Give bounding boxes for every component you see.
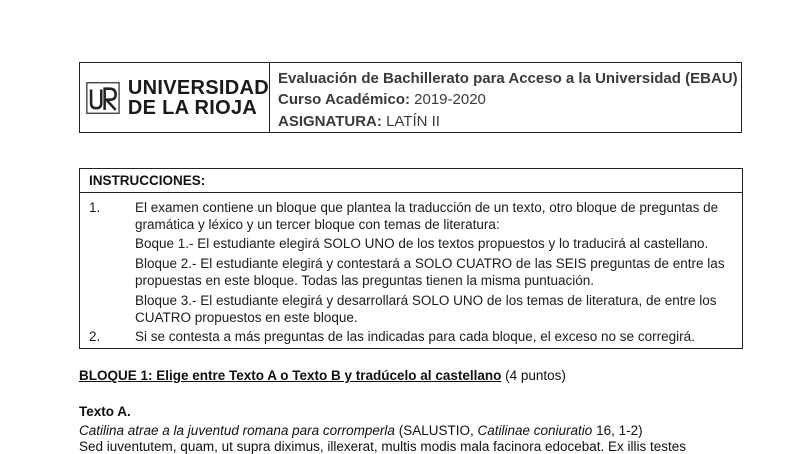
instructions-box xyxy=(79,168,743,349)
university-name-line1: UNIVERSIDAD xyxy=(127,76,269,99)
texto-a-theme: Catilina atrae a la juventud romana para corromperla xyxy=(79,423,395,438)
bloque2-instruction: Bloque 2.- El estudiante elegirá y contestará a SOLO CUATRO de las SEIS preguntas de entre las propuestas en este bloque. Todas las preguntas tienen la misma puntuación. xyxy=(135,256,725,288)
university-seal-icon xyxy=(86,78,120,118)
subject-label: ASIGNATURA: xyxy=(278,113,382,130)
item1-number: 1. xyxy=(89,200,101,215)
bloque1-instruction: Boque 1.- El estudiante elegirá SOLO UNO de los textos propuestos y lo traducirá al castellano. xyxy=(135,236,709,251)
bloque3-instruction: Bloque 3.- El estudiante elegirá y desarrollará SOLO UNO de los temas de literatura, de entre los CUATRO propuestos en este bloque. xyxy=(135,293,717,325)
bloque1-points: (4 puntos) xyxy=(505,368,566,383)
course-year xyxy=(278,89,738,111)
source-open: ( xyxy=(398,423,404,438)
university-logo xyxy=(80,63,270,132)
university-name-line2: DE LA RIOJA xyxy=(127,96,258,119)
course-label: Curso Académico: xyxy=(278,91,410,108)
latin-text: Sed iuventutem, quam, ut supra diximus, illexerat, multis modis mala facinora edocebat. Ex illis testes xyxy=(79,439,687,454)
instructions-heading: INSTRUCCIONES: xyxy=(80,169,742,193)
source-author: SALUSTIO, xyxy=(403,423,474,438)
item2-number: 2. xyxy=(89,329,101,344)
item1-intro: El examen contiene un bloque que plantea la traducción de un texto, otro bloque de preguntas de gramática y léxico y un tercer bloque con temas de literatura: xyxy=(135,200,719,232)
exam-title: Evaluación de Bachillerato para Acceso a la Universidad (EBAU) xyxy=(278,70,738,87)
source-ref: 16, 1-2) xyxy=(596,423,643,438)
course-value: 2019-2020 xyxy=(414,91,486,108)
texto-a-label: Texto A. xyxy=(79,404,131,419)
subject-value: LATÍN II xyxy=(386,113,440,130)
exam-header xyxy=(79,62,742,133)
item2-text: Si se contesta a más preguntas de las indicadas para cada bloque, el exceso no se corregirá. xyxy=(135,329,695,344)
source-work: Catilinae coniuratio xyxy=(477,423,593,438)
bloque1-heading xyxy=(79,368,566,383)
texto-a-subtitle xyxy=(79,423,643,438)
subject xyxy=(278,111,738,133)
bloque1-title: BLOQUE 1: Elige entre Texto A o Texto B y tradúcelo al castellano xyxy=(79,368,502,383)
